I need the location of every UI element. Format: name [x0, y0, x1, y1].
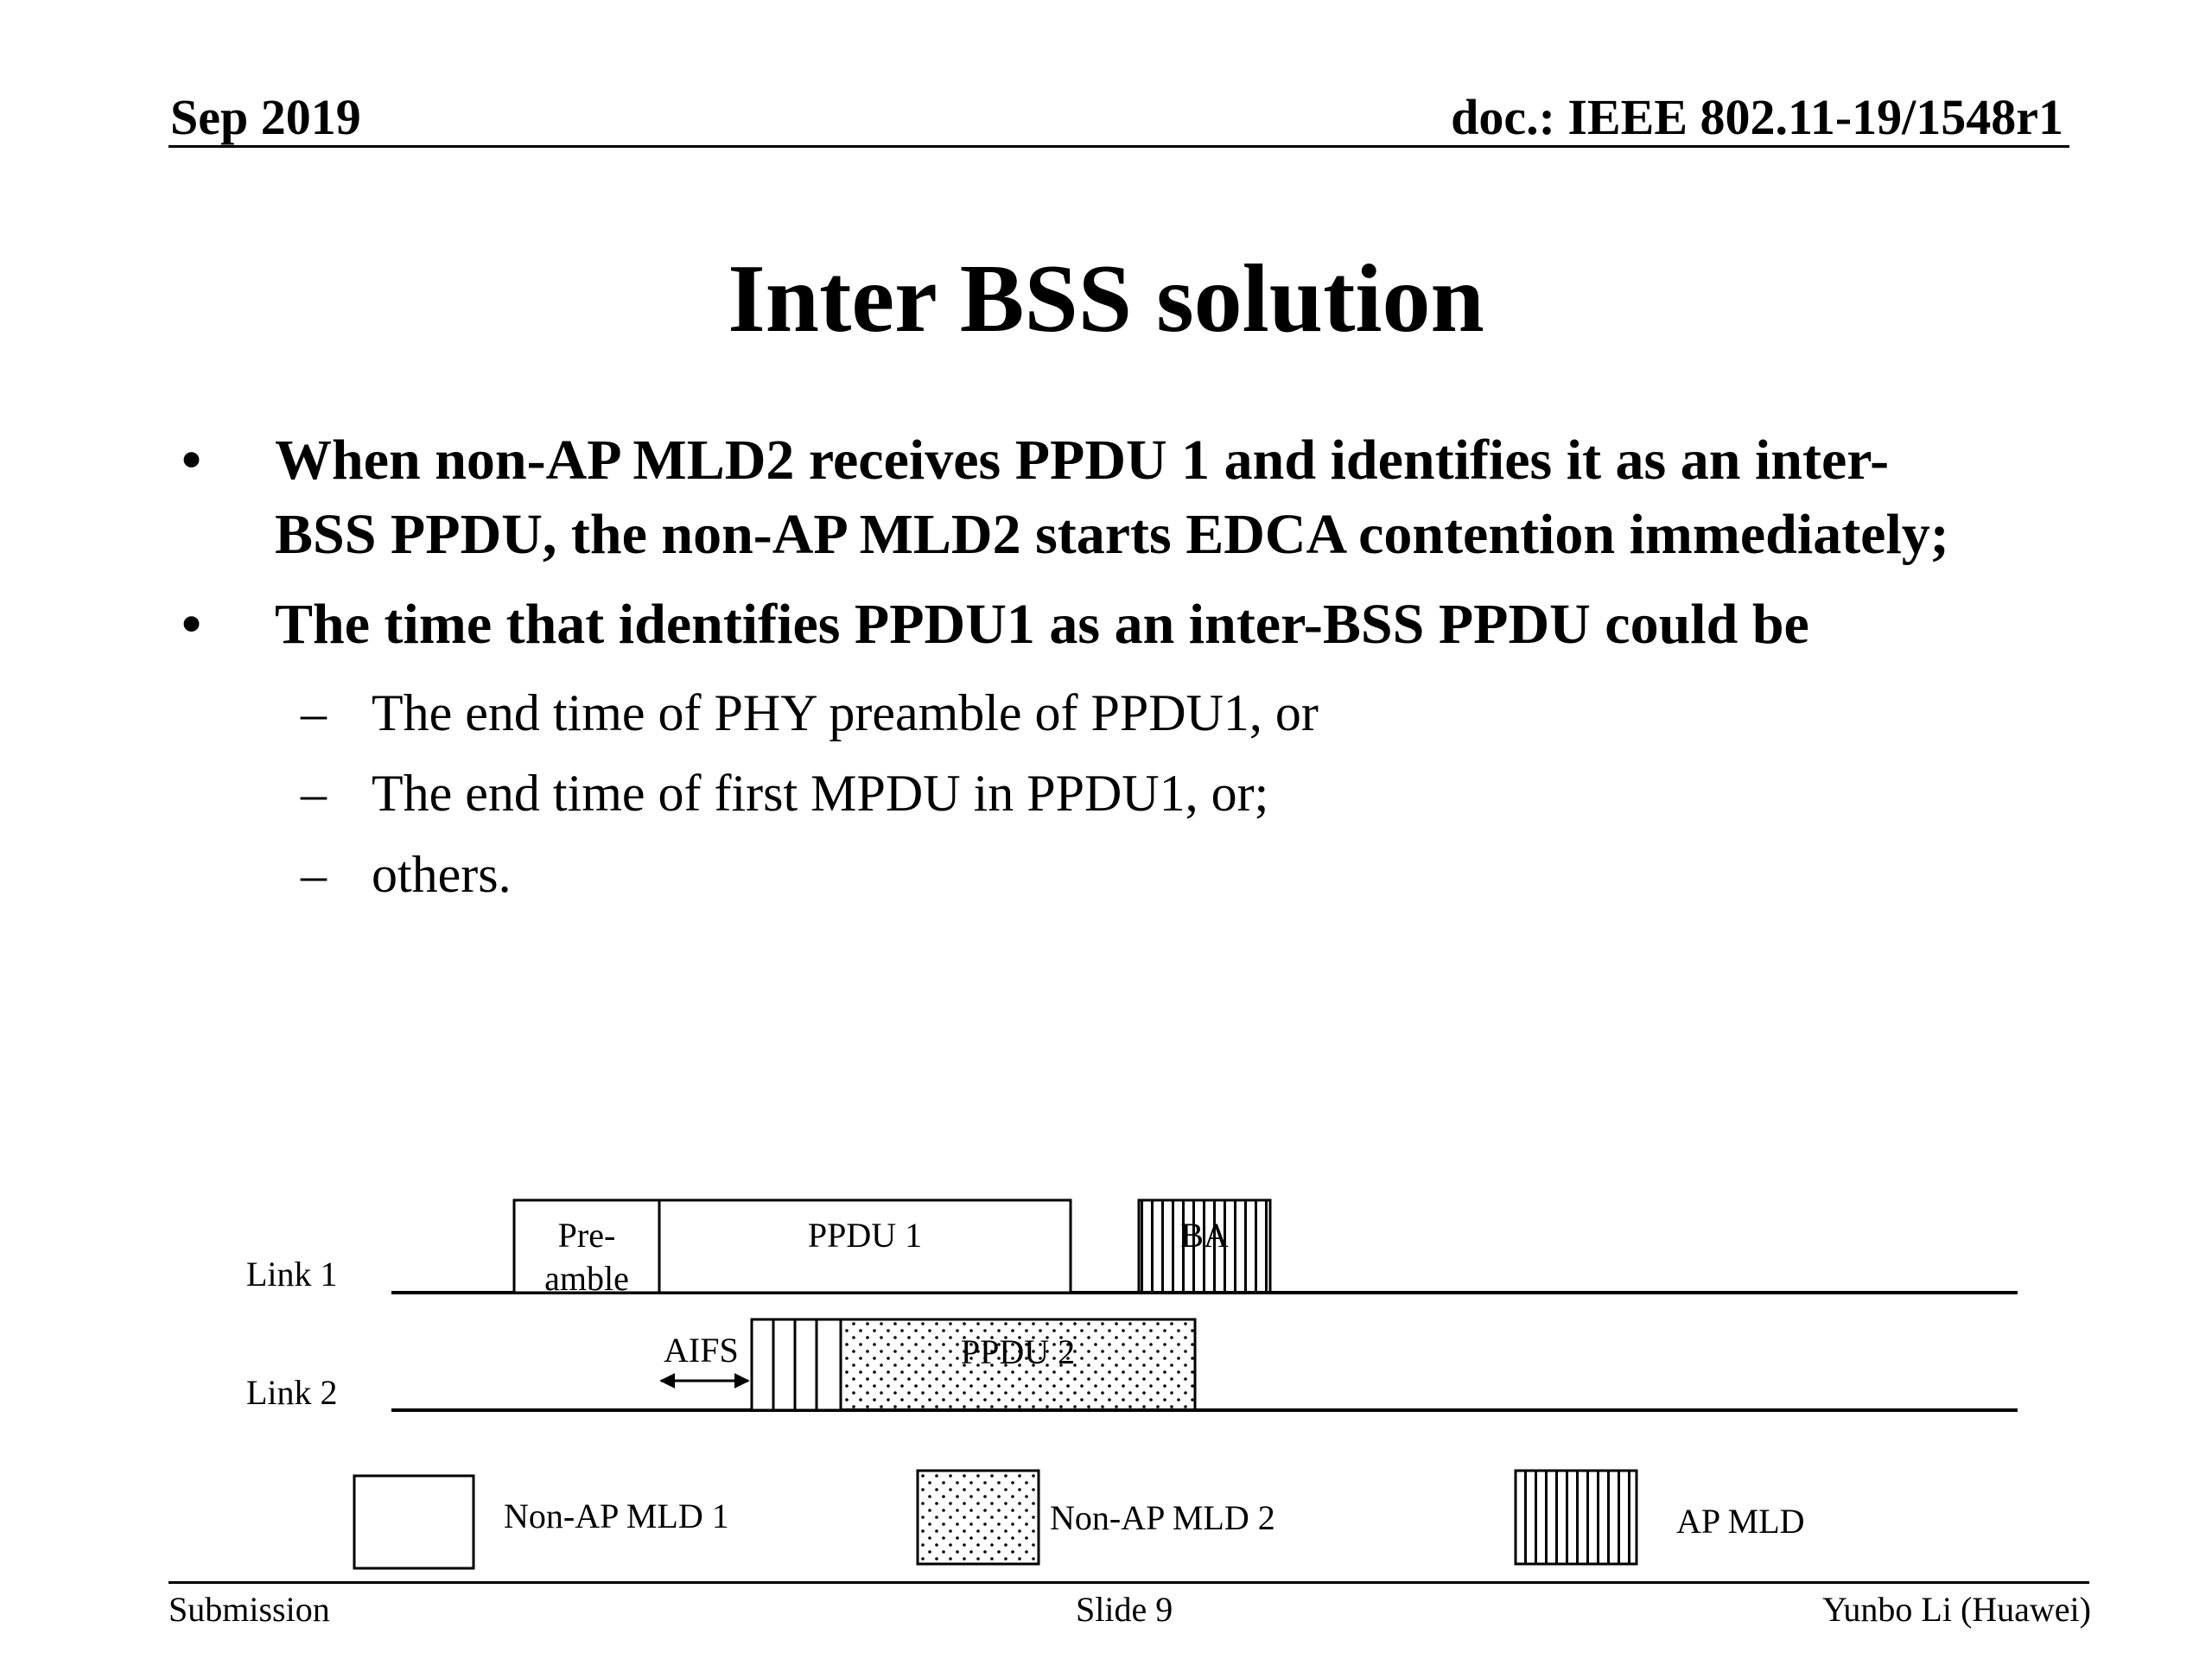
sub-item-2-text: The end time of first MPDU in PPDU1, or;: [372, 765, 1269, 822]
slide-title: Inter BSS solution: [728, 245, 1484, 353]
bullet-marker: •: [181, 429, 202, 492]
link-2-label: Link 2: [246, 1373, 338, 1412]
ppdu-1-label: PPDU 1: [807, 1216, 923, 1255]
legend-swatch-non-ap-mld-2: [918, 1471, 1039, 1564]
bullet-marker: •: [181, 593, 202, 656]
footer-slide-number: Slide 9: [1076, 1590, 1173, 1629]
backoff-slot-3: [795, 1319, 817, 1410]
ppdu-2-label: PPDU 2: [960, 1332, 1076, 1371]
footer-author: Yunbo Li (Huawei): [1821, 1590, 2091, 1629]
aifs-label: AIFS: [664, 1331, 739, 1370]
bullet-1-line-1: When non-AP MLD2 receives PPDU 1 and identifies it as an inter-: [275, 429, 1890, 492]
sub-marker: –: [301, 846, 327, 903]
header-date: Sep 2019: [170, 89, 361, 145]
ba-label: BA: [1180, 1216, 1229, 1255]
backoff-slot-4: [817, 1319, 841, 1410]
bullet-1-line-2: BSS PPDU, the non-AP MLD2 starts EDCA contention immediately;: [275, 503, 1949, 566]
legend-label-non-ap-mld-2: Non-AP MLD 2: [1050, 1498, 1275, 1537]
footer-submission: Submission: [168, 1590, 330, 1629]
bullet-2-line-1: The time that identifies PPDU1 as an inter-BSS PPDU could be: [275, 593, 1809, 656]
legend-label-ap-mld: AP MLD: [1676, 1502, 1805, 1541]
legend-label-non-ap-mld-1: Non-AP MLD 1: [504, 1497, 729, 1535]
preamble-label-line-2: amble: [544, 1259, 629, 1298]
legend-swatch-non-ap-mld-1: [354, 1476, 474, 1568]
sub-marker: –: [301, 684, 327, 741]
header-doc-id: doc.: IEEE 802.11-19/1548r1: [1451, 89, 2063, 145]
sub-item-3-text: others.: [372, 846, 512, 903]
sub-item-1-text: The end time of PHY preamble of PPDU1, or: [372, 684, 1319, 741]
backoff-slot-1: [752, 1319, 773, 1410]
sub-marker: –: [301, 765, 327, 822]
legend-swatch-ap-mld: [1516, 1471, 1637, 1564]
preamble-label-line-1: Pre-: [557, 1216, 616, 1255]
link-1-label: Link 1: [246, 1255, 338, 1294]
backoff-slot-2: [773, 1319, 795, 1410]
footer-rule: [168, 1581, 2089, 1584]
